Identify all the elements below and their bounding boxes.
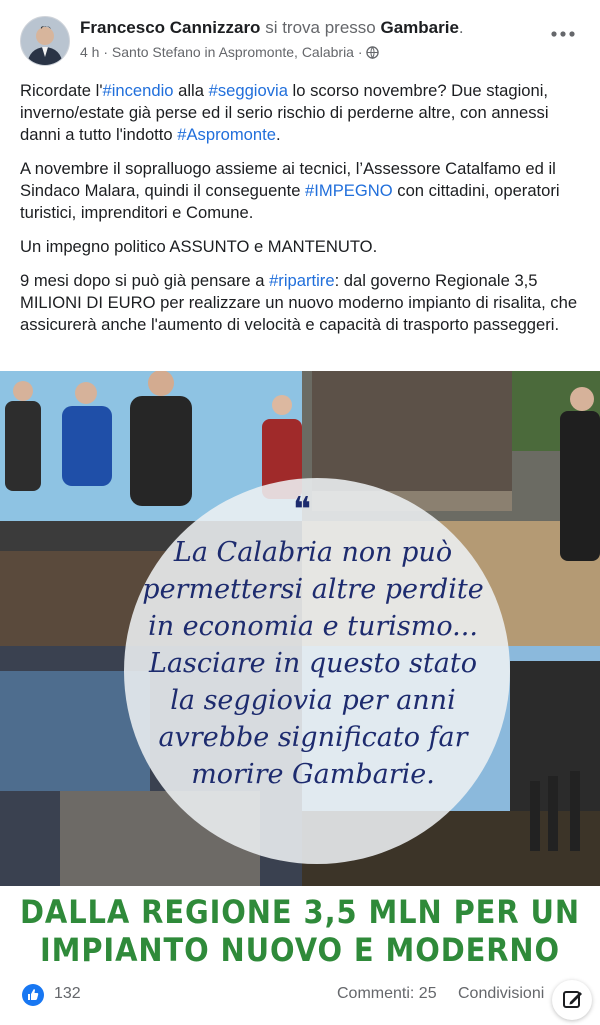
author-action: si trova presso bbox=[265, 18, 376, 37]
more-dots-icon[interactable] bbox=[548, 26, 578, 42]
text-span: alla bbox=[173, 81, 209, 100]
quote-line: Lasciare in questo stato bbox=[149, 648, 477, 679]
comments-count[interactable]: Commenti: 25 bbox=[337, 985, 437, 1002]
text-span: : dal governo Regionale 3,5 MILIONI DI EURO per realizzare un nuovo moderno impianto di risalita, che assicurerà anche l'aumento di velocità e capacità di trasporto passeggeri. bbox=[20, 271, 578, 334]
compose-icon[interactable] bbox=[552, 980, 592, 1020]
paragraph-2 bbox=[20, 158, 585, 224]
quote-line: permettersi altre perdite bbox=[142, 574, 484, 605]
post-text bbox=[20, 80, 585, 348]
like-count[interactable]: 132 bbox=[54, 985, 81, 1002]
quote-line: avrebbe significato far bbox=[158, 722, 468, 753]
thumbs-up-icon[interactable] bbox=[22, 984, 44, 1006]
text-span: Ricordate l' bbox=[20, 81, 103, 100]
author-avatar[interactable] bbox=[20, 16, 70, 66]
post-header bbox=[0, 0, 600, 70]
post-image[interactable] bbox=[0, 371, 600, 971]
text-span: 9 mesi dopo si può già pensare a bbox=[20, 271, 270, 290]
globe-icon bbox=[366, 46, 379, 59]
text-span: A novembre il sopralluogo assieme ai tecnici, l’Assessore Catalfamo ed il Sindaco Malara, quindi il conseguente bbox=[20, 159, 556, 200]
headline-line-2: IMPIANTO NUOVO E MODERNO bbox=[40, 931, 560, 969]
post-location[interactable]: Santo Stefano in Aspromonte, Calabria bbox=[111, 44, 354, 60]
meta-separator: · bbox=[103, 44, 109, 60]
shares-count[interactable]: Condivisioni bbox=[458, 985, 545, 1002]
quote-line: in economia e turismo... bbox=[148, 611, 478, 642]
paragraph-3: Un impegno politico ASSUNTO e MANTENUTO. bbox=[20, 237, 378, 256]
author-name[interactable]: Francesco Cannizzaro bbox=[80, 18, 261, 37]
hashtag-link[interactable]: #seggiovia bbox=[208, 81, 288, 100]
quote-line: la seggiovia per anni bbox=[170, 685, 456, 716]
meta-separator: · bbox=[357, 44, 363, 60]
headline-line-1: DALLA REGIONE 3,5 MLN PER UN bbox=[20, 893, 580, 931]
hashtag-link[interactable]: #Aspromonte bbox=[177, 125, 276, 144]
paragraph-1 bbox=[20, 80, 585, 146]
post-footer bbox=[0, 972, 600, 1012]
post-author-line bbox=[80, 18, 464, 38]
hashtag-link[interactable]: #incendio bbox=[102, 81, 174, 100]
text-span: . bbox=[275, 125, 281, 144]
author-line-period: . bbox=[458, 18, 464, 37]
post-time[interactable]: 4 h bbox=[80, 44, 100, 60]
hashtag-link[interactable]: #ripartire bbox=[269, 271, 335, 290]
quote-line: morire Gambarie. bbox=[191, 759, 435, 790]
quote-mark: ❝ bbox=[292, 490, 312, 530]
text-span: lo scorso novembre? Due stagioni, inverno/estate già perse ed il serio rischio di perderne altre, con annessi danni a tutto l'indotto bbox=[20, 81, 549, 144]
avatar-photo bbox=[21, 17, 69, 65]
text-span: con cittadini, operatori turistici, imprenditori e Comune. bbox=[20, 181, 560, 222]
hashtag-link[interactable]: #IMPEGNO bbox=[305, 181, 393, 200]
post-meta bbox=[80, 44, 379, 60]
quote-line: La Calabria non può bbox=[173, 537, 453, 568]
post-image-graphic bbox=[0, 371, 600, 971]
place-name[interactable]: Gambarie bbox=[380, 18, 459, 37]
paragraph-4 bbox=[20, 270, 585, 336]
